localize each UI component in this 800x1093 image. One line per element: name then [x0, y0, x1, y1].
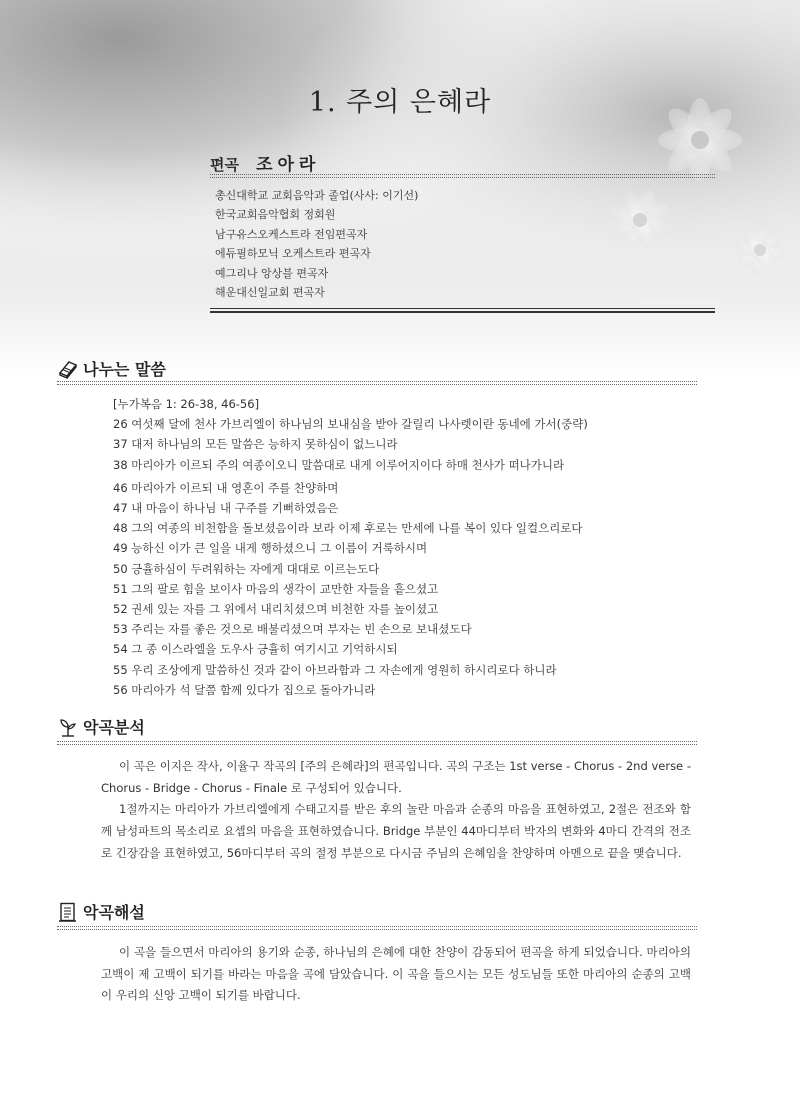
verse-line: 26 여섯째 달에 천사 가브리엘이 하나님의 보내심을 받아 갈릴리 나사렛이란 동네에 가서(중략): [113, 417, 588, 432]
document-icon: [57, 901, 79, 923]
scripture-heading-label: 나누는 말씀: [83, 360, 166, 379]
credits-bottom-rule: [210, 308, 715, 313]
scripture-section-heading: [57, 357, 166, 380]
arranger-name: 조아라: [256, 155, 321, 175]
commentary-body: [101, 942, 691, 1007]
arranger-credits: [215, 186, 418, 302]
commentary-divider: [57, 926, 697, 930]
verse-line: 53 주리는 자를 좋은 것으로 배불리셨으며 부자는 빈 손으로 보내셨도다: [113, 622, 472, 637]
analysis-paragraph: 이 곡은 이지은 작사, 이율구 작곡의 [주의 은혜라]의 편곡입니다. 곡의 구조는 1st verse - Chorus - 2nd verse - Chorus - Bridge - Chorus - Finale 로 구성되어 있습니다.: [101, 759, 691, 795]
credit-item: 한국교회음악협회 정회원: [215, 208, 336, 222]
credit-item: 에듀필하모닉 오케스트라 편곡자: [215, 247, 371, 261]
commentary-paragraph: 이 곡을 들으면서 마리아의 용기와 순종, 하나님의 은혜에 대한 찬양이 감동되어 편곡을 하게 되었습니다. 마리아의 고백이 제 고백이 되기를 바라는 마음을 곡에 담았습니다. 이 곡을 들으시는 모든 성도님들 또한 마리아의 순종의 고백이 우리의 신앙 고백이 되기를 바랍니다.: [101, 945, 691, 1003]
verse-line: 54 그 종 이스라엘을 도우사 긍휼히 여기시고 기억하시되: [113, 642, 398, 657]
verse-line: 46 마리아가 이르되 내 영혼이 주를 찬양하며: [113, 480, 339, 495]
verse-line: 47 내 마음이 하나님 내 구주를 기뻐하였음은: [113, 501, 339, 516]
analysis-paragraph: 1절까지는 마리아가 가브리엘에게 수태고지를 받은 후의 놀란 마음과 순종의 마음을 표현하였고, 2절은 전조와 함께 남성파트의 목소리로 요셉의 마음을 표현하였습니다. Bridge 부분인 44마디부터 박자의 변화와 4마디 간격의 전조로 긴장감을 표현하였고, 56마디부터 곡의 절정 부분으로 다시금 주님의 은혜임을 찬양하며 아멘으로 끝을 맺습니다.: [101, 802, 691, 860]
analysis-section-heading: [57, 715, 145, 738]
verse-line: 55 우리 조상에게 말씀하신 것과 같이 아브라함과 그 자손에게 영원히 하시리로다 하니라: [113, 662, 557, 677]
commentary-heading-label: 악곡해설: [83, 903, 145, 922]
verse-line: 50 긍휼하심이 두려워하는 자에게 대대로 이르는도다: [113, 561, 380, 576]
verse-line: 38 마리아가 이르되 주의 여종이오니 말씀대로 내게 이루어지이다 하매 천사가 떠나가니라: [113, 457, 565, 472]
page-title: 1. 주의 은혜라: [308, 87, 492, 118]
analysis-body: [101, 756, 691, 865]
arranger-divider: [210, 174, 715, 178]
verse-line: 37 대저 하나님의 모든 말씀은 능하지 못하심이 없느니라: [113, 437, 398, 452]
credit-item: 예그리나 앙상블 편곡자: [215, 266, 329, 280]
credit-item: 해운대신일교회 편곡자: [215, 286, 325, 300]
credit-item: 총신대학교 교회음악과 졸업(사사: 이기선): [215, 189, 419, 202]
verse-line: 49 능하신 이가 큰 일을 내게 행하셨으니 그 이름이 거룩하시며: [113, 541, 428, 556]
analysis-divider: [57, 741, 697, 745]
arranger-header: [210, 150, 320, 175]
scripture-reference: [누가복음 1: 26-38, 46-56]: [113, 397, 260, 411]
verse-line: 56 마리아가 석 달쯤 함께 있다가 집으로 돌아가니라: [113, 682, 376, 697]
book-icon: [57, 358, 79, 380]
verse-line: 48 그의 여종의 비천함을 돌보셨음이라 보라 이제 후로는 만세에 나를 복이 있다 일컬으리로다: [113, 521, 583, 536]
scripture-verses: [113, 394, 588, 700]
verse-line: 51 그의 팔로 힘을 보이사 마음의 생각이 교만한 자들을 흩으셨고: [113, 581, 439, 596]
scripture-divider: [57, 381, 697, 385]
analysis-heading-label: 악곡분석: [83, 718, 145, 737]
verse-line: 52 권세 있는 자를 그 위에서 내리치셨으며 비천한 자를 높이셨고: [113, 602, 439, 617]
credit-item: 남구유스오케스트라 전임편곡자: [215, 227, 368, 241]
commentary-section-heading: [57, 900, 145, 923]
sprout-icon: [57, 716, 79, 738]
arranger-role: 편곡: [210, 156, 239, 174]
